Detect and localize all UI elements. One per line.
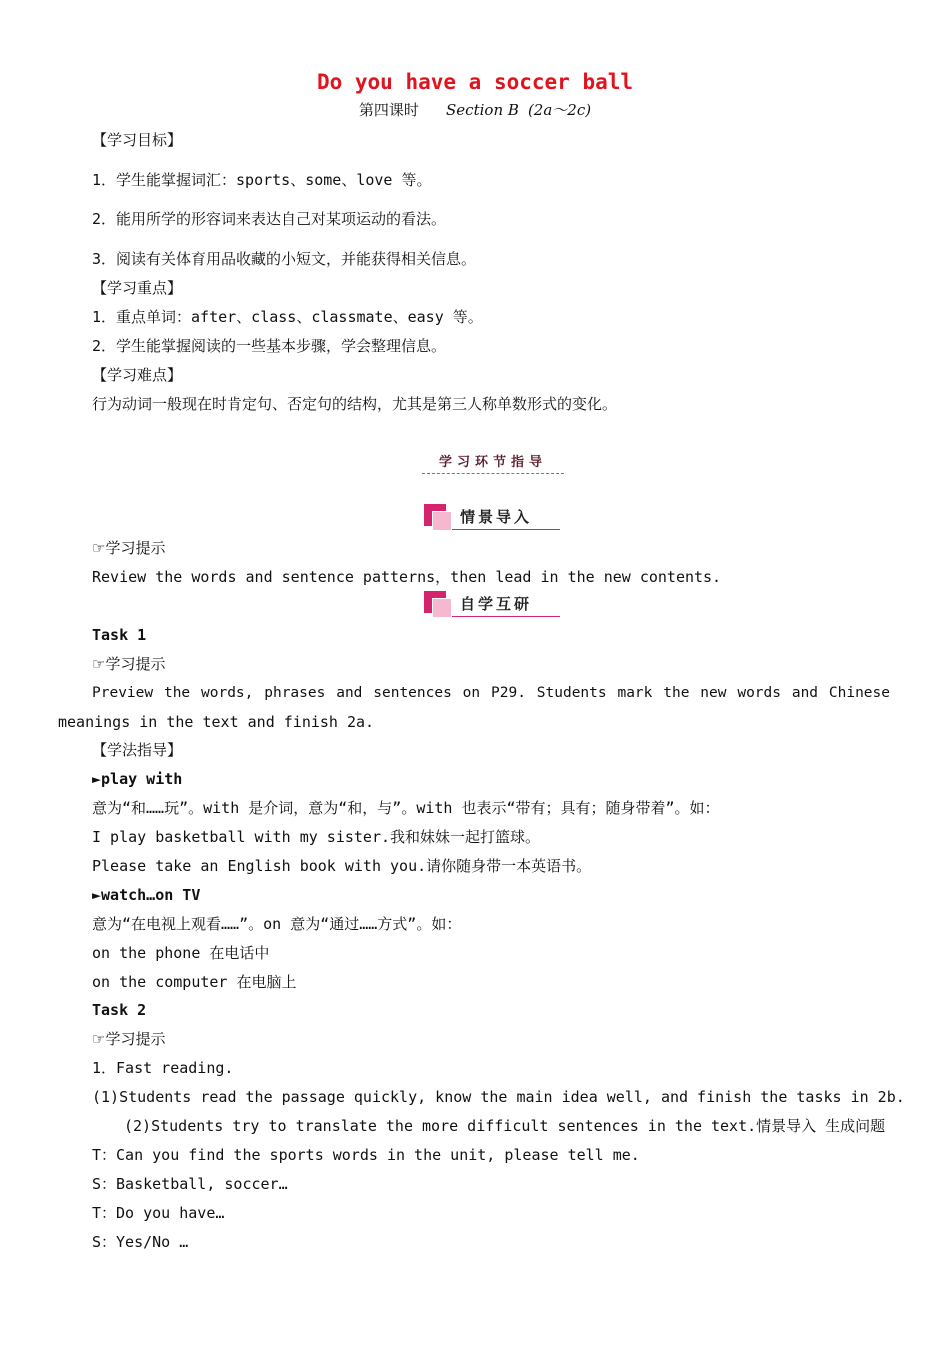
goal-item: 2．能用所学的形容词来表达自己对某项运动的看法。 [92, 210, 447, 228]
dialog-line: S：Yes/No … [92, 1233, 189, 1251]
phrase-example: I play basketball with my sister.我和妹妹一起打篮球。 [92, 828, 541, 846]
page-title: Do you have a soccer ball [316, 70, 634, 94]
section-square-icon [432, 598, 452, 618]
section-square-icon [432, 511, 452, 531]
fast-reading: 1．Fast reading. [92, 1059, 234, 1077]
section-underline [452, 616, 560, 617]
key-point: 1．重点单词：after、class、classmate、easy 等。 [92, 308, 483, 326]
section-label: 情景导入 [460, 508, 533, 526]
section-label: 自学互研 [460, 595, 533, 613]
dialog-line: T：Can you find the sports words in the unit, please tell me. [92, 1146, 640, 1164]
phrase-description: 意为“在电视上观看……”。on 意为“通过……方式”。如： [92, 915, 462, 933]
task1-text: meanings in the text and finish 2a. [58, 713, 375, 731]
goal-item: 3．阅读有关体育用品收藏的小短文，并能获得相关信息。 [92, 250, 477, 268]
difficulty-text: 行为动词一般现在时肯定句、否定句的结构，尤其是第三人称单数形式的变化。 [92, 395, 618, 413]
subtitle-section: Section B [446, 101, 519, 119]
tip-label: ☞学习提示 [92, 1030, 166, 1048]
phrase-example: on the phone 在电话中 [92, 944, 270, 962]
banner-text: 学习环节指导 [438, 455, 547, 470]
phrase-heading: ►play with [92, 770, 183, 788]
reading-step: (2)Students try to translate the more difficult sentences in the text.情景导入 生成问题 [124, 1117, 886, 1135]
page-subtitle [0, 100, 950, 120]
task-heading: Task 2 [92, 1001, 147, 1019]
key-header: 【学习重点】 [92, 279, 183, 297]
phrase-example: Please take an English book with you.请你随身带一本英语书。 [92, 857, 592, 875]
reading-step: (1)Students read the passage quickly, know the main idea well, and finish the tasks in 2b. [92, 1088, 905, 1106]
tip-label: ☞学习提示 [92, 655, 166, 673]
difficulty-header: 【学习难点】 [92, 366, 183, 384]
goal-item: 1．学生能掌握词汇：sports、some、love 等。 [92, 171, 432, 189]
section-heading-intro [424, 502, 560, 532]
banner-dashed-line [422, 473, 564, 474]
key-point: 2．学生能掌握阅读的一些基本步骤，学会整理信息。 [92, 337, 447, 355]
subtitle-lesson: 第四课时 [358, 101, 419, 119]
subtitle-range: (2a～2c) [527, 101, 592, 119]
method-header: 【学法指导】 [92, 741, 183, 759]
section-underline [452, 529, 560, 530]
review-text: Review the words and sentence patterns，then lead in the new contents. [92, 568, 722, 586]
section-heading-self-study [424, 589, 560, 619]
dialog-line: S：Basketball, soccer… [92, 1175, 288, 1193]
phrase-description: 意为“和……玩”。with 是介词，意为“和，与”。with 也表示“带有；具有；随身带着”。如： [92, 799, 720, 817]
tip-label: ☞学习提示 [92, 539, 166, 557]
phrase-heading: ►watch…on TV [92, 886, 201, 904]
task-heading: Task 1 [92, 626, 147, 644]
goals-header: 【学习目标】 [92, 131, 183, 149]
dialog-line: T：Do you have… [92, 1204, 225, 1222]
phrase-example: on the computer 在电脑上 [92, 973, 297, 991]
section-banner [422, 448, 564, 474]
task1-text: Preview the words, phrases and sentences on P29. Students mark the new words and Chinese [92, 685, 890, 701]
